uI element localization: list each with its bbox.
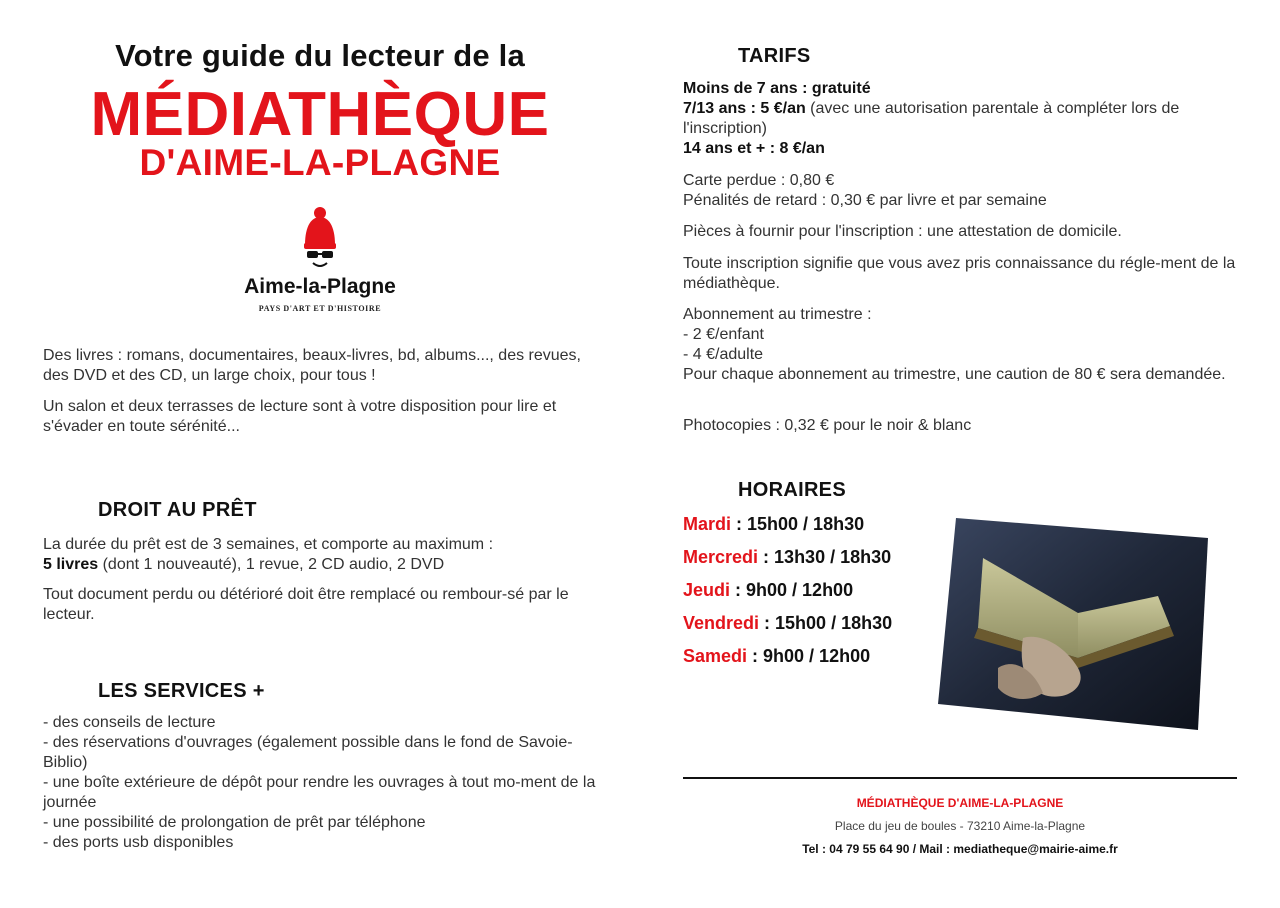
tarifs-age-block [683,79,1243,159]
horaire-hours: : 15h00 / 18h30 [731,514,865,534]
footer-name: MÉDIATHÈQUE D'AIME-LA-PLAGNE [856,796,1064,810]
horaire-row [683,513,864,535]
logo-name: Aime-la-Plagne [244,275,396,298]
services-item: - une boîte extérieure de dépôt pour rendre les ouvrages à tout mo-ment de la journée [43,774,596,811]
droit-pret-paragraph-1 [43,535,603,575]
inscription-reglement: Toute inscription signifie que vous avez pris connaissance du régle-ment de la médiathèque. [683,255,1236,292]
footer-divider [683,777,1237,779]
carte-perdue: Carte perdue : 0,80 € [683,172,835,189]
guide-title-mediatheque: MÉDIATHÈQUE [90,80,550,149]
pieces-inscription: Pièces à fournir pour l'inscription : une attestation de domicile. [683,223,1122,240]
horaire-day: Jeudi [683,580,731,600]
intro-paragraph-1: Des livres : romans, documentaires, beaux-livres, bd, albums..., des revues, des DVD et des CD, un large choix, pour tous ! [43,347,581,384]
photocopies: Photocopies : 0,32 € pour le noir & blanc [683,417,972,434]
services-heading: LES SERVICES + [98,680,265,702]
abonnement-block [683,305,1239,385]
droit-pret-heading: DROIT AU PRÊT [98,499,257,521]
tarif-7-13-note: (avec une autorisation parentale à compléter lors de l'inscription) [683,100,1180,137]
horaire-row [683,546,891,568]
horaire-day: Mardi [683,514,732,534]
open-book-in-hands-photo-icon [938,518,1208,730]
droit-pret-line-2 [43,555,603,575]
penalites-retard: Pénalités de retard : 0,30 € par livre et par semaine [683,192,1047,209]
abonnement-caution: Pour chaque abonnement au trimestre, une caution de 80 € sera demandée. [683,366,1226,383]
horaire-day: Mercredi [683,547,759,567]
services-item: - des réservations d'ouvrages (également possible dans le fond de Savoie-Biblio) [43,734,573,771]
tarif-14-plus: 14 ans et + : 8 €/an [683,140,825,157]
horaire-row [683,645,870,667]
horaire-day: Vendredi [683,613,760,633]
footer-contact: Tel : 04 79 55 64 90 / Mail : mediatheque@mairie-aime.fr [802,842,1118,856]
abonnement-adulte: - 4 €/adulte [683,346,764,363]
tarifs-fees-block [683,171,1243,211]
horaire-hours: : 9h00 / 12h00 [730,580,854,600]
droit-pret-max-books: 5 livres [43,556,99,573]
horaire-hours: : 15h00 / 18h30 [759,613,893,633]
tarif-7-13: 7/13 ans : 5 €/an [683,100,806,117]
horaire-hours: : 13h30 / 18h30 [758,547,892,567]
horaire-row [683,579,853,601]
intro-paragraph-2: Un salon et deux terrasses de lecture sont à votre disposition pour lire et s'évader en toute sérénité... [43,398,557,435]
services-list [43,713,600,853]
abonnement-enfant: - 2 €/enfant [683,326,764,343]
red-beanie-character-icon [294,205,346,273]
guide-title-town: D'AIME-LA-PLAGNE [139,142,501,183]
services-item: - des ports usb disponibles [43,834,234,851]
services-item: - des conseils de lecture [43,714,216,731]
droit-pret-line-1: La durée du prêt est de 3 semaines, et comporte au maximum : [43,536,494,553]
logo-tagline: PAYS D'ART ET D'HISTOIRE [258,304,382,313]
services-item: - une possibilité de prolongation de prêt par téléphone [43,814,426,831]
horaire-day: Samedi [683,646,748,666]
droit-pret-paragraph-2: Tout document perdu ou détérioré doit être remplacé ou rembour-sé par le lecteur. [43,586,569,623]
footer-address: Place du jeu de boules - 73210 Aime-la-Plagne [834,819,1086,833]
abonnement-title: Abonnement au trimestre : [683,306,872,323]
droit-pret-limits: (dont 1 nouveauté), 1 revue, 2 CD audio, 2 DVD [98,556,445,573]
guide-title-line1: Votre guide du lecteur de la [115,38,525,73]
tarif-under-7: Moins de 7 ans : gratuité [683,80,871,97]
horaire-row [683,612,892,634]
horaire-hours: : 9h00 / 12h00 [747,646,871,666]
horaires-heading: HORAIRES [738,479,846,501]
tarifs-heading: TARIFS [738,45,811,67]
